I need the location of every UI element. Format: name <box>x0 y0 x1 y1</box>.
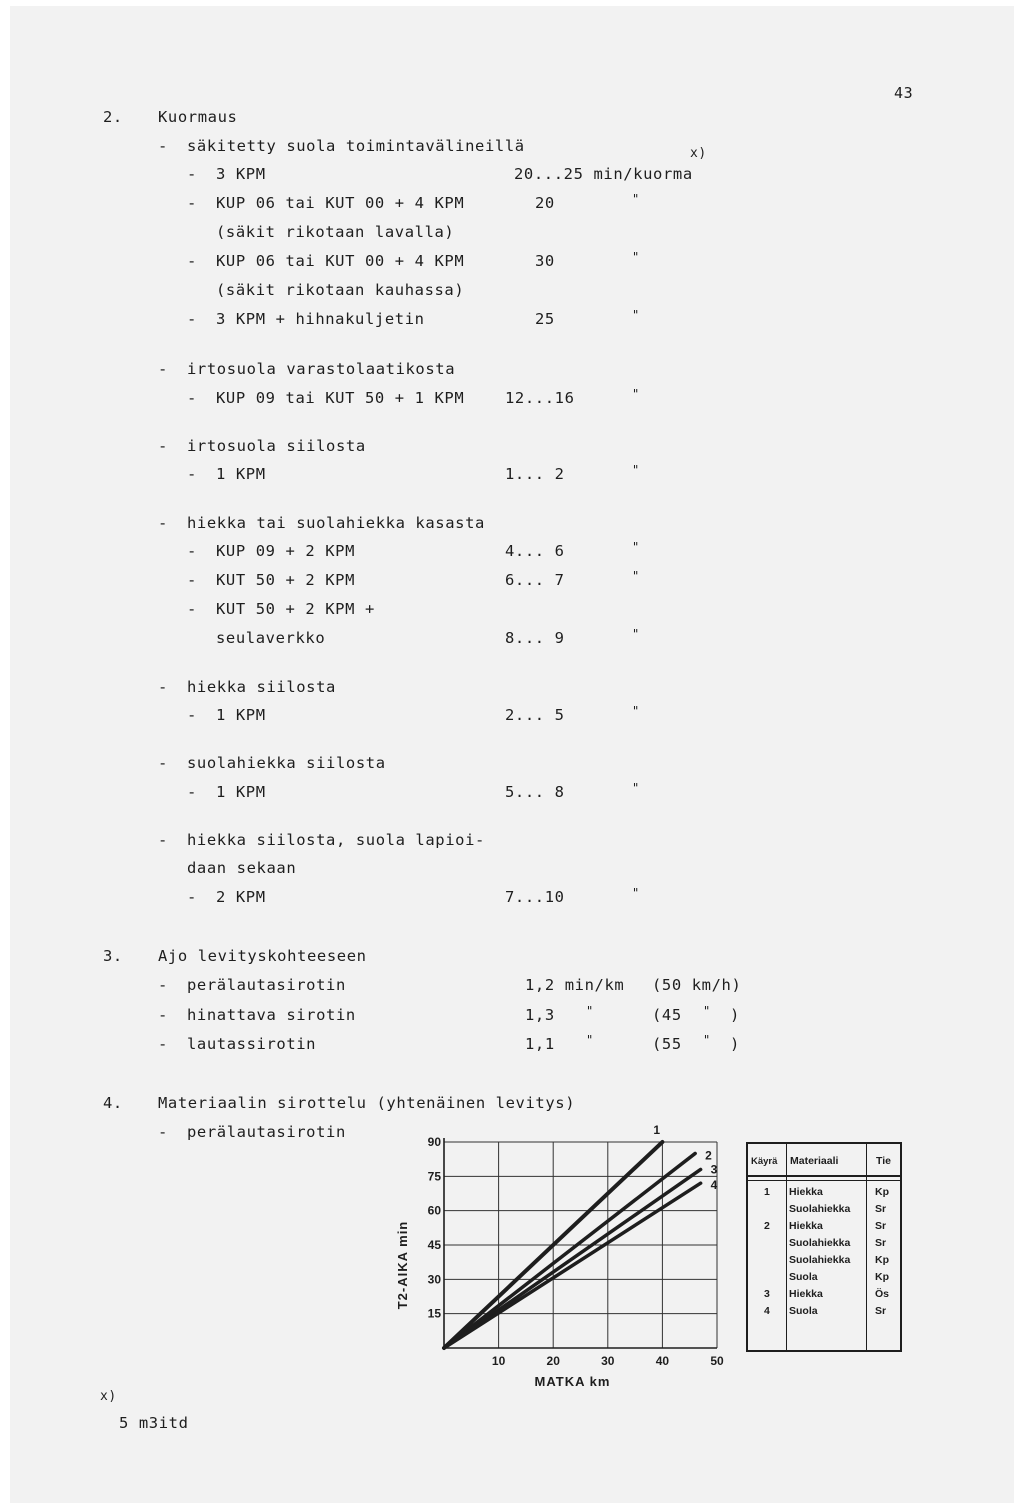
item-dash: - <box>158 437 168 455</box>
table-material: Suola <box>789 1271 818 1283</box>
series-label: 1 <box>653 1123 661 1137</box>
x-tick-label: 40 <box>655 1354 670 1368</box>
route-time: 1,3 <box>525 1006 555 1024</box>
route-vehicle: lautassirotin <box>187 1035 317 1053</box>
section-4-title: Materiaalin sirottelu (yhtenäinen levitys) <box>158 1094 576 1112</box>
item-ditto: " <box>632 540 640 554</box>
item-dash: - <box>187 465 197 483</box>
y-tick-label: 75 <box>427 1169 441 1184</box>
table-road: Kp <box>875 1186 889 1198</box>
item-ditto: " <box>632 886 640 900</box>
item-dash: - <box>158 137 168 155</box>
item-text: seulaverkko <box>216 629 326 647</box>
item-dash: - <box>158 831 168 849</box>
item-text: KUT 50 + 2 KPM + <box>216 600 375 618</box>
travel-time-chart <box>380 1120 750 1400</box>
item-dash: - <box>187 571 197 589</box>
y-tick-label: 15 <box>427 1306 441 1321</box>
footnote-text: 5 m3itd <box>119 1414 189 1432</box>
section-3-title: Ajo levityskohteeseen <box>158 947 367 965</box>
route-vehicle: perälautasirotin <box>187 976 346 994</box>
x-tick-label: 30 <box>601 1354 615 1368</box>
table-material: Hiekka <box>789 1288 823 1300</box>
table-curve: 3 <box>764 1288 770 1300</box>
table-material: Suolahiekka <box>789 1203 851 1215</box>
item-dash: - <box>187 389 197 407</box>
item-dash: - <box>187 310 197 328</box>
item-text: (säkit rikotaan lavalla) <box>216 223 455 241</box>
item-text: 1 KPM <box>216 783 266 801</box>
item-text: 3 KPM <box>216 165 266 183</box>
x-tick-label: 50 <box>710 1354 724 1368</box>
item-text: irtosuola siilosta <box>187 437 366 455</box>
route-speed-close: ) <box>730 1035 740 1053</box>
table-material: Hiekka <box>789 1186 823 1198</box>
item-dash: - <box>187 600 197 618</box>
item-text: 2 KPM <box>216 888 266 906</box>
item-text: (säkit rikotaan kauhassa) <box>216 281 465 299</box>
series-label: 2 <box>705 1148 712 1163</box>
route-vehicle: hinattava sirotin <box>187 1006 356 1024</box>
page-number: 43 <box>894 84 914 102</box>
item-ditto: " <box>632 569 640 583</box>
item-text: KUP 09 + 2 KPM <box>216 542 356 560</box>
item-dash: - <box>187 706 197 724</box>
item-ditto: " <box>632 463 640 477</box>
section-4-subitem: perälautasirotin <box>187 1123 346 1141</box>
table-material: Hiekka <box>789 1220 823 1232</box>
item-value: 30 <box>535 252 555 270</box>
table-material: Suola <box>789 1305 818 1317</box>
table-material: Suolahiekka <box>789 1237 851 1249</box>
item-text: suolahiekka siilosta <box>187 754 386 772</box>
route-time: 1,1 <box>525 1035 555 1053</box>
item-value: 1... 2 <box>505 465 565 483</box>
route-speed: (45 <box>652 1006 682 1024</box>
series-label: 3 <box>710 1162 718 1177</box>
item-text: 1 KPM <box>216 706 266 724</box>
item-ditto: " <box>632 250 640 264</box>
table-curve: 1 <box>764 1186 770 1198</box>
y-tick-label: 60 <box>427 1203 441 1218</box>
item-dash: - <box>187 542 197 560</box>
item-value: 6... 7 <box>505 571 565 589</box>
series-label: 4 <box>710 1178 718 1193</box>
item-dash: - <box>187 888 197 906</box>
item-dash: - <box>158 754 168 772</box>
item-ditto: " <box>632 192 640 206</box>
section-4-number: 4. <box>103 1094 123 1112</box>
table-road: Sr <box>875 1203 887 1215</box>
route-speed: (50 km/h) <box>652 976 742 994</box>
table-road: Sr <box>875 1237 887 1249</box>
section-3-number: 3. <box>103 947 123 965</box>
item-value: 5... 8 <box>505 783 565 801</box>
item-ditto: " <box>632 308 640 322</box>
item-text: daan sekaan <box>187 859 297 877</box>
x-tick-label: 20 <box>546 1354 560 1368</box>
item-value: 7...10 <box>505 888 565 906</box>
item-ditto: " <box>632 781 640 795</box>
legend-table <box>746 1142 902 1352</box>
item-value: 2... 5 <box>505 706 565 724</box>
item-dash: - <box>158 360 168 378</box>
table-road: Kp <box>875 1271 889 1283</box>
item-text: KUP 06 tai KUT 00 + 4 KPM <box>216 252 465 270</box>
section-4-dash: - <box>158 1123 168 1141</box>
item-value: 12...16 <box>505 389 575 407</box>
route-speed-ditto: " <box>703 1004 711 1018</box>
item-text: hiekka tai suolahiekka kasasta <box>187 514 485 532</box>
item-value: 8... 9 <box>505 629 565 647</box>
item-dash: - <box>187 252 197 270</box>
y-tick-label: 30 <box>427 1272 441 1287</box>
table-curve: 2 <box>764 1220 770 1232</box>
item-text: KUP 09 tai KUT 50 + 1 KPM <box>216 389 465 407</box>
route-time-ditto: " <box>586 1004 594 1018</box>
x-axis-label: MATKA km <box>534 1374 611 1389</box>
x-tick-label: 10 <box>491 1354 506 1368</box>
table-road: Kp <box>875 1254 889 1266</box>
y-tick-label: 45 <box>427 1238 441 1252</box>
item-dash: - <box>158 514 168 532</box>
table-road: Sr <box>875 1220 887 1232</box>
route-dash: - <box>158 976 168 994</box>
table-road: Ös <box>875 1288 890 1300</box>
footnote-mark-bottom: x) <box>100 1389 117 1404</box>
item-text: KUT 50 + 2 KPM <box>216 571 356 589</box>
item-ditto: " <box>632 627 640 641</box>
item-ditto: " <box>632 704 640 718</box>
y-axis-label: T2-AIKA min <box>395 1220 410 1310</box>
item-text: hiekka siilosta, suola lapioi- <box>187 831 485 849</box>
table-header: Käyrä <box>751 1156 778 1167</box>
section-2-number: 2. <box>103 108 123 126</box>
route-dash: - <box>158 1035 168 1053</box>
y-tick-label: 90 <box>427 1135 441 1149</box>
route-speed: (55 <box>652 1035 682 1053</box>
item-value: 20...25 min/kuorma <box>514 165 693 183</box>
item-text: KUP 06 tai KUT 00 + 4 KPM <box>216 194 465 212</box>
item-dash: - <box>158 678 168 696</box>
table-material: Suolahiekka <box>789 1254 851 1266</box>
item-text: hiekka siilosta <box>187 678 336 696</box>
item-dash: - <box>187 194 197 212</box>
table-curve: 4 <box>764 1305 770 1317</box>
route-time-ditto: " <box>586 1033 594 1047</box>
item-text: säkitetty suola toimintavälineillä <box>187 137 525 155</box>
route-time: 1,2 min/km <box>525 976 625 994</box>
route-speed-close: ) <box>730 1006 740 1024</box>
table-road: Sr <box>875 1305 887 1317</box>
item-value: 4... 6 <box>505 542 565 560</box>
item-ditto: " <box>632 387 640 401</box>
table-header: Tie <box>876 1155 891 1167</box>
item-dash: - <box>187 783 197 801</box>
table-header: Materiaali <box>790 1155 839 1167</box>
item-text: irtosuola varastolaatikosta <box>187 360 456 378</box>
item-value: 20 <box>535 194 555 212</box>
item-dash: - <box>187 165 197 183</box>
footnote-mark: x) <box>690 146 707 161</box>
series-line-2 <box>444 1153 695 1348</box>
section-2-title: Kuormaus <box>158 108 238 126</box>
route-dash: - <box>158 1006 168 1024</box>
item-text: 1 KPM <box>216 465 266 483</box>
item-text: 3 KPM + hihnakuljetin <box>216 310 425 328</box>
item-value: 25 <box>535 310 555 328</box>
route-speed-ditto: " <box>703 1033 711 1047</box>
